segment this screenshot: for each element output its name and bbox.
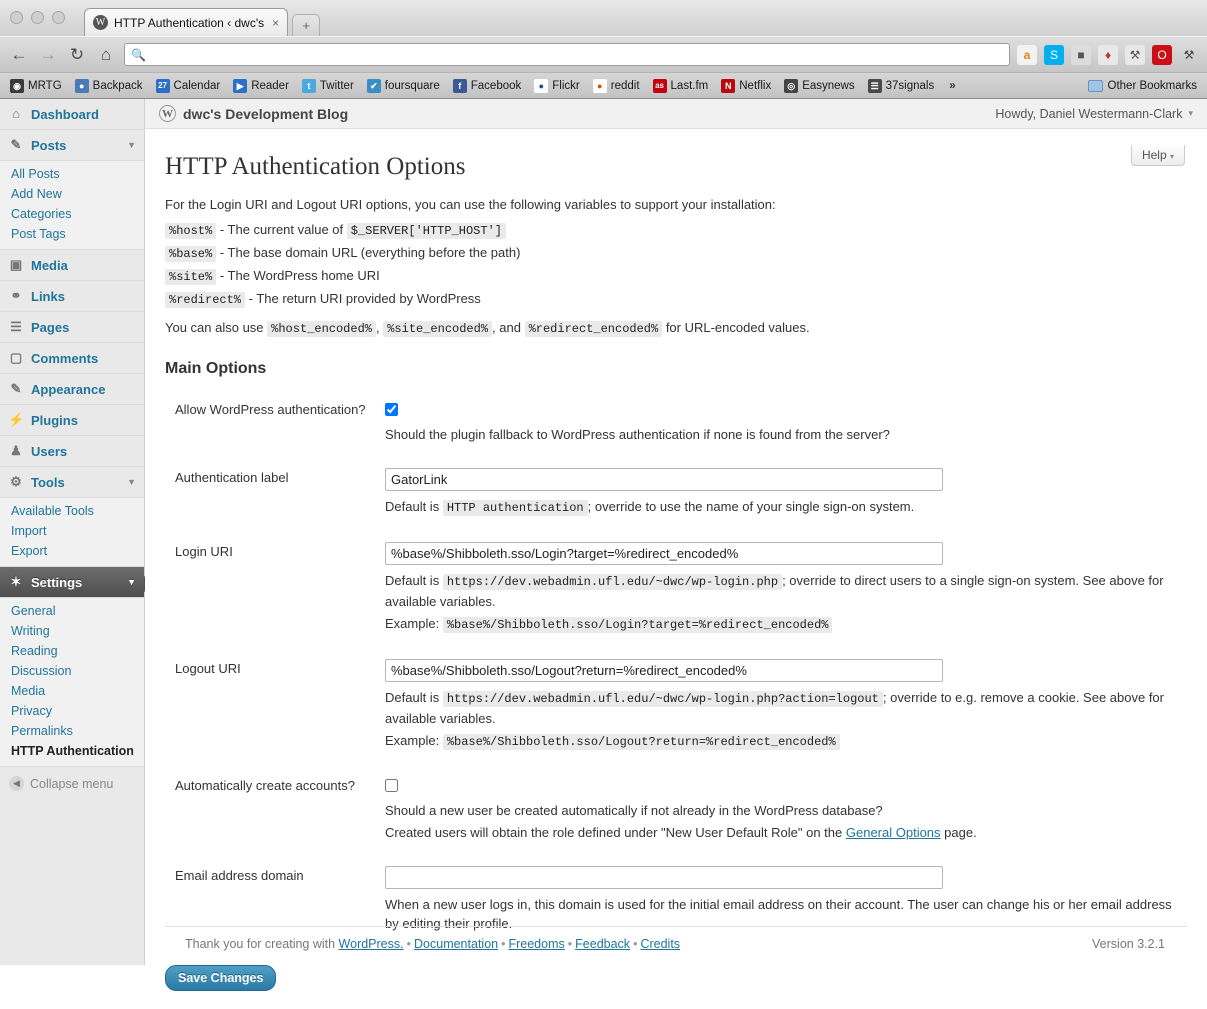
feedback-link[interactable]: Feedback [575, 937, 631, 951]
variable-text: - The return URI provided by WordPress [245, 291, 481, 306]
example-logout-uri [385, 731, 1175, 752]
bookmark-label: Twitter [319, 79, 354, 92]
admin-bar [145, 99, 1207, 129]
chevron-down-icon[interactable]: ▼ [127, 577, 136, 587]
example-code: %base%/Shibboleth.sso/Login?target=%redirect_encoded% [443, 617, 833, 633]
users-icon: ♟ [10, 443, 22, 458]
chevron-down-icon: ▾ [1188, 108, 1193, 118]
desc-suffix: ; override to use the name of your single sign-on system. [587, 499, 915, 514]
tab-title: HTTP Authentication ‹ dwc's [114, 15, 265, 30]
bookmark-label: Backpack [92, 79, 143, 92]
section-title-main-options: Main Options [165, 360, 267, 377]
other-bookmarks-folder[interactable] [1088, 80, 1197, 92]
new-tab-button[interactable]: + [292, 14, 320, 36]
auto-create-checkbox[interactable] [385, 779, 398, 792]
bookmark-facebook[interactable] [453, 79, 522, 93]
desc-prefix: Default is [385, 573, 443, 588]
label-allow-wp-auth: Allow WordPress authentication? [175, 402, 366, 417]
url-input[interactable] [152, 47, 1003, 63]
variable-text: - The current value of [216, 222, 347, 237]
submenu-item-permalinks[interactable]: Permalinks [11, 724, 73, 738]
settings-gear-icon: ✶ [10, 574, 22, 589]
bookmark-label: MRTG [28, 79, 62, 92]
sidebar-item-label: Pages [31, 319, 70, 335]
account-menu[interactable] [995, 107, 1193, 121]
wordpress-admin [0, 99, 1207, 985]
desc-suffix: ; override to e.g. remove a cookie. See above for available variables. [385, 690, 1164, 726]
sidebar-item-media[interactable] [0, 250, 144, 281]
submenu-item-available-tools[interactable]: Available Tools [11, 504, 94, 518]
encoded-note [165, 319, 1185, 338]
desc-auto-create-2 [385, 823, 1175, 842]
tab-strip [84, 0, 320, 36]
example-prefix: Example: [385, 616, 443, 631]
browser-titlebar [0, 0, 1207, 36]
brush-icon: ✎ [10, 381, 22, 396]
footer-sep: • [406, 937, 412, 951]
bookmark-label: Flickr [552, 79, 580, 92]
sidebar-item-label: Links [31, 288, 65, 304]
help-tab-button[interactable] [1131, 145, 1185, 166]
submenu-item-discussion[interactable]: Discussion [11, 664, 72, 678]
submenu-item-export[interactable]: Export [11, 544, 48, 558]
minimize-window-button[interactable] [31, 11, 44, 24]
sidebar-item-label: Plugins [31, 412, 78, 428]
footer-sep: • [567, 937, 573, 951]
encoded-code-site: %site_encoded% [383, 321, 492, 337]
sidebar-item-tools[interactable] [0, 467, 144, 498]
lastpass-icon[interactable]: ■ [1071, 45, 1091, 65]
wordpress-favicon-icon: W [93, 15, 108, 30]
comment-bubble-icon: ▢ [9, 350, 23, 365]
label-login-uri: Login URI [175, 544, 233, 559]
settings-form-table [165, 388, 1185, 945]
browser-tab[interactable] [84, 8, 288, 36]
pin-icon[interactable]: ♦ [1098, 45, 1118, 65]
sidebar-item-users[interactable] [0, 436, 144, 467]
submenu-posts [0, 161, 144, 250]
foursquare-icon: ✔ [367, 79, 381, 93]
other-bookmarks-label: Other Bookmarks [1107, 79, 1197, 92]
desc-login-uri [385, 571, 1175, 611]
row-auth-label [165, 456, 1185, 530]
settings-page [145, 129, 1207, 1009]
reload-icon[interactable]: ↻ [69, 44, 85, 64]
desc-code: https://dev.webadmin.ufl.edu/~dwc/wp-login.php?action=logout [443, 691, 883, 707]
admin-content [145, 99, 1207, 985]
bookmark-label: reddit [610, 79, 640, 92]
tools-icon: ⚙ [10, 474, 22, 489]
sidebar-item-plugins[interactable] [0, 405, 144, 436]
sidebar-item-dashboard[interactable] [0, 99, 144, 130]
dashboard-icon: ⌂ [12, 106, 20, 121]
desc-suffix: ; override to direct users to a single sign-on system. See above for available variables. [385, 573, 1164, 609]
version-label: Version 3.2.1 [1092, 937, 1165, 951]
close-window-button[interactable] [10, 11, 23, 24]
label-auth-label: Authentication label [175, 470, 289, 485]
intro-text: For the Login URI and Logout URI options, you can use the following variables to support your installation: [165, 197, 776, 212]
calendar-icon: 27 [156, 79, 170, 93]
forward-icon[interactable]: → [39, 44, 57, 64]
submenu-item-general[interactable]: General [11, 604, 56, 618]
label-auto-create: Automatically create accounts? [175, 778, 355, 793]
backpack-icon: ● [75, 79, 89, 93]
bookmark-lastfm[interactable] [653, 79, 709, 93]
variable-code: %base% [165, 246, 216, 262]
auth-label-input[interactable] [385, 468, 943, 491]
lastfm-icon: as [653, 79, 667, 93]
variable-base [165, 244, 1185, 263]
variable-code-2: $_SERVER['HTTP_HOST'] [347, 223, 506, 239]
allow-wp-auth-checkbox[interactable] [385, 403, 398, 416]
save-changes-button[interactable]: Save Changes [165, 965, 276, 991]
desc-allow-wp-auth: Should the plugin fallback to WordPress authentication if none is found from the server? [385, 427, 890, 442]
bookmark-reader[interactable] [233, 79, 289, 93]
general-options-link[interactable]: General Options [845, 825, 941, 840]
help-label: Help [1141, 148, 1167, 162]
submenu-item-media[interactable]: Media [11, 684, 46, 698]
bookmark-label: Easynews [802, 79, 855, 92]
maximize-window-button[interactable] [52, 11, 65, 24]
variable-text: - The WordPress home URI [216, 268, 380, 283]
desc2-suffix: page. [940, 825, 977, 840]
submenu-item-privacy[interactable]: Privacy [11, 704, 52, 718]
bookmark-netflix[interactable] [721, 79, 771, 93]
sidebar-item-appearance[interactable] [0, 374, 144, 405]
sidebar-item-settings[interactable] [0, 567, 144, 598]
desc-code: HTTP authentication [443, 500, 588, 516]
bookmark-backpack[interactable] [75, 79, 143, 93]
bookmark-foursquare[interactable] [367, 79, 440, 93]
address-bar[interactable] [124, 43, 1010, 66]
label-email-domain: Email address domain [175, 868, 304, 883]
variable-text: - The base domain URL (everything before the path) [216, 245, 521, 260]
bookmark-37signals[interactable] [868, 79, 935, 93]
browser-chrome [0, 0, 1207, 99]
email-domain-input[interactable] [385, 866, 943, 889]
example-login-uri [385, 614, 1175, 635]
example-prefix: Example: [385, 733, 443, 748]
bookmark-calendar[interactable] [156, 79, 221, 93]
submenu-item-categories[interactable]: Categories [11, 207, 72, 221]
bookmark-twitter[interactable] [302, 79, 354, 93]
logout-uri-input[interactable] [385, 659, 943, 682]
reddit-icon: ● [593, 79, 607, 93]
easynews-icon: ◎ [784, 79, 798, 93]
search-icon: 🔍 [131, 47, 146, 62]
bookmarks-bar [0, 72, 1207, 98]
sidebar-item-label: Settings [31, 574, 83, 590]
bookmark-label: Reader [251, 79, 289, 92]
bookmark-flickr[interactable] [534, 79, 579, 93]
sidebar-item-label: Tools [31, 474, 65, 490]
flickr-icon: ● [534, 79, 548, 93]
footer-sep: • [633, 937, 638, 951]
sidebar-item-label: Users [31, 443, 68, 459]
close-icon[interactable]: × [272, 15, 280, 30]
encoded-code-redirect: %redirect_encoded% [525, 321, 663, 337]
skype-icon[interactable]: S [1044, 45, 1064, 65]
bookmark-label: foursquare [384, 79, 440, 92]
netflix-icon: N [721, 79, 735, 93]
chevron-down-icon[interactable]: ▼ [127, 140, 136, 150]
documentation-link[interactable]: Documentation [414, 937, 499, 951]
site-name[interactable] [159, 105, 348, 122]
collapse-icon: ◀ [9, 776, 24, 791]
row-login-uri [165, 530, 1185, 647]
sidebar-item-posts[interactable] [0, 130, 144, 161]
link-icon: ⚭ [10, 288, 22, 303]
wrench-icon[interactable]: ⚒ [1125, 45, 1145, 65]
howdy-label: Howdy, Daniel Westermann-Clark [995, 106, 1183, 121]
encoded-suffix: for URL-encoded values. [662, 320, 810, 335]
window-controls[interactable] [10, 11, 65, 24]
home-icon[interactable]: ⌂ [100, 44, 112, 64]
desc-logout-uri [385, 688, 1175, 728]
admin-footer [165, 926, 1187, 965]
submenu-item-all-posts[interactable]: All Posts [11, 167, 60, 181]
media-icon: ▣ [9, 257, 23, 272]
bookmark-label: 37signals [885, 79, 935, 92]
submenu-item-post-tags[interactable]: Post Tags [11, 227, 66, 241]
site-name-label: dwc's Development Blog [183, 105, 349, 122]
desc-auto-create-1: Should a new user be created automatically if not already in the WordPress database? [385, 803, 883, 818]
freedoms-link[interactable]: Freedoms [508, 937, 565, 951]
back-icon[interactable]: ← [10, 44, 28, 64]
page-title: HTTP Authentication Options [165, 153, 466, 180]
pin-posts-icon: ✎ [10, 137, 22, 152]
sidebar-item-pages[interactable] [0, 312, 144, 343]
mrtg-icon: ◉ [10, 79, 24, 93]
desc-auth-label [385, 497, 1175, 518]
admin-sidebar [0, 99, 145, 965]
desc-code: https://dev.webadmin.ufl.edu/~dwc/wp-login.php [443, 574, 782, 590]
amazon-icon[interactable]: a [1017, 45, 1037, 65]
plug-icon: ⚡ [8, 412, 25, 427]
folder-icon [1088, 80, 1103, 92]
sidebar-item-label: Dashboard [31, 106, 99, 122]
pages-icon: ☰ [10, 319, 22, 334]
credits-link[interactable]: Credits [640, 937, 681, 951]
variable-host [165, 221, 1185, 240]
example-code: %base%/Shibboleth.sso/Logout?return=%redirect_encoded% [443, 734, 840, 750]
submenu-item-writing[interactable]: Writing [11, 624, 50, 638]
encoded-code-host: %host_encoded% [267, 321, 376, 337]
bookmark-easynews[interactable] [784, 79, 854, 93]
submenu-settings [0, 598, 144, 767]
variable-code: %site% [165, 269, 216, 285]
sidebar-item-label: Media [31, 257, 68, 273]
bookmark-label: Netflix [739, 79, 772, 92]
browser-toolbar [0, 36, 1207, 72]
label-logout-uri: Logout URI [175, 661, 241, 676]
twitter-icon: t [302, 79, 316, 93]
row-allow-wp-auth [165, 388, 1185, 456]
collapse-menu-button[interactable] [0, 767, 144, 800]
bookmark-label: Facebook [470, 79, 522, 92]
variable-redirect [165, 290, 1185, 309]
sidebar-item-label: Comments [31, 350, 99, 366]
reader-icon: ▶ [233, 79, 247, 93]
bookmark-mrtg[interactable] [10, 79, 62, 93]
encoded-prefix: You can also use [165, 320, 268, 335]
sidebar-item-label: Appearance [31, 381, 106, 397]
bookmark-label: Calendar [173, 79, 221, 92]
37signals-icon: ☰ [868, 79, 882, 93]
sidebar-item-links[interactable] [0, 281, 144, 312]
sidebar-item-label: Posts [31, 137, 67, 153]
encoded-sep2: , and [492, 320, 525, 335]
footer-sep: • [501, 937, 506, 951]
variable-code: %host% [165, 223, 216, 239]
wordpress-link[interactable]: WordPress. [338, 937, 404, 951]
desc-prefix: Default is [385, 499, 443, 514]
desc2-prefix: Created users will obtain the role defined under "New User Default Role" on the [385, 825, 846, 840]
submenu-item-reading[interactable]: Reading [11, 644, 58, 658]
footer-links [185, 937, 680, 951]
submenu-tools [0, 498, 144, 567]
row-auto-create [165, 764, 1185, 854]
row-logout-uri [165, 647, 1185, 764]
encoded-sep1: , [375, 320, 384, 335]
chevron-down-icon: ▾ [1169, 152, 1174, 161]
facebook-icon: f [453, 79, 467, 93]
settings-wrench-icon[interactable]: ⚒ [1183, 47, 1195, 62]
variable-code: %redirect% [165, 292, 245, 308]
bookmarks-overflow-icon[interactable]: » [949, 79, 956, 92]
submenu-item-import[interactable]: Import [11, 524, 47, 538]
submenu-item-add-new[interactable]: Add New [11, 187, 62, 201]
bookmark-label: Last.fm [670, 79, 709, 92]
variable-site [165, 267, 1185, 286]
footer-thanks: Thank you for creating with [185, 937, 339, 951]
chevron-down-icon[interactable]: ▼ [127, 477, 136, 487]
collapse-menu-label: Collapse menu [30, 776, 114, 791]
desc-prefix: Default is [385, 690, 443, 705]
bookmark-reddit[interactable] [593, 79, 640, 93]
submenu-item-http-authentication[interactable]: HTTP Authentication [11, 744, 134, 758]
opera-icon[interactable]: O [1152, 45, 1172, 65]
sidebar-item-comments[interactable] [0, 343, 144, 374]
login-uri-input[interactable] [385, 542, 943, 565]
wordpress-logo-icon: W [159, 105, 176, 122]
desc-email-domain: When a new user logs in, this domain is used for the initial email address on their account. The user can change his or her email address by editing their profile. [385, 897, 1172, 931]
